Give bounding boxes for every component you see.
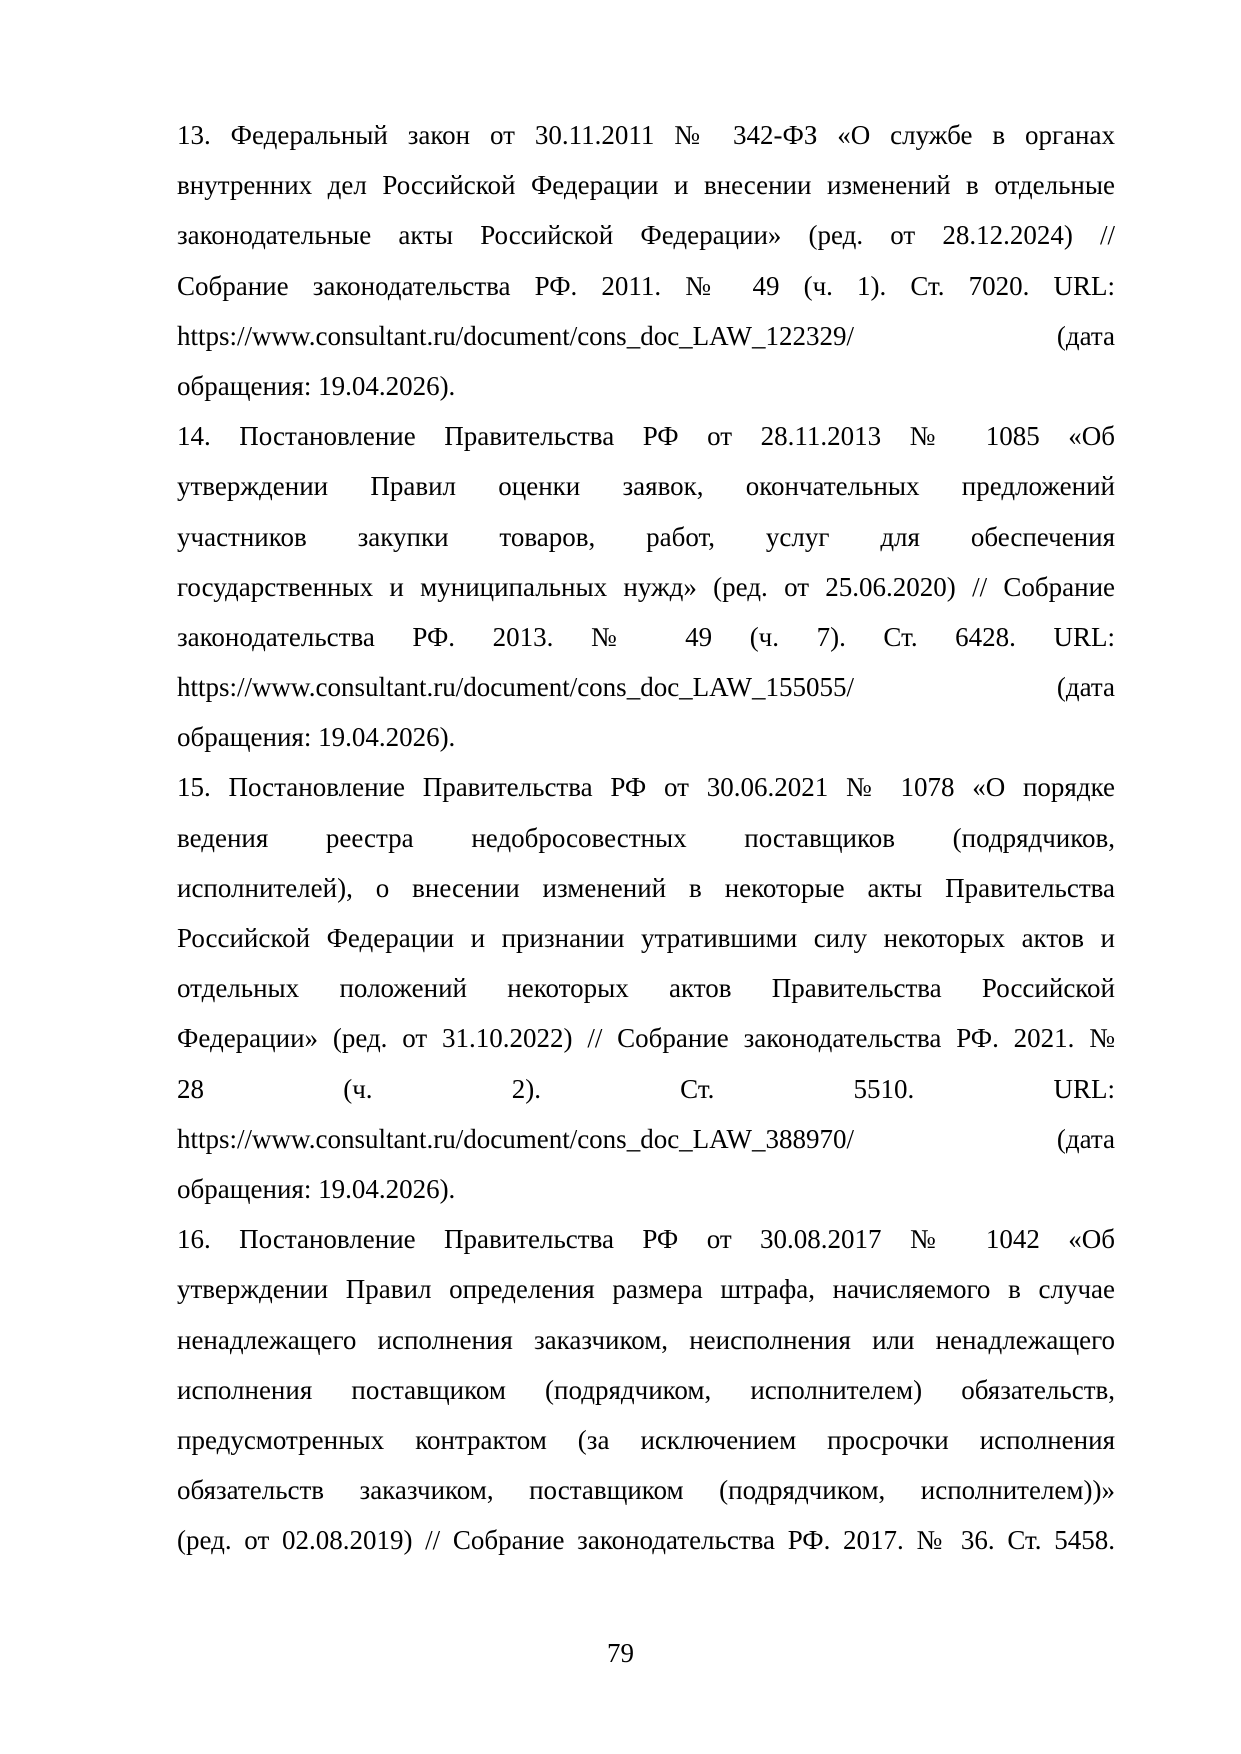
reference-line: обязательств заказчиком, поставщиком (подрядчиком, исполнителем))» [177, 1475, 1115, 1506]
reference-line: Российской Федерации и признании утратившими силу некоторых актов и [177, 923, 1115, 953]
reference-line: исполнителей), о внесении изменений в некоторые акты Правительства [177, 872, 1115, 903]
reference-line: отдельных положений некоторых актов Правительства Российской [177, 973, 1115, 1004]
reference-url-line: https://www.consultant.ru/document/cons_doc_LAW_155055/ (дата [177, 672, 1115, 703]
reference-line: 14. Постановление Правительства РФ от 28.11.2013 № 1085 «Об [177, 421, 1115, 452]
reference-line: участников закупки товаров, работ, услуг для обеспечения [177, 521, 1115, 552]
reference-item-14 [177, 411, 1115, 762]
reference-line: внутренних дел Российской Федерации и внесении изменений в отдельные [177, 170, 1115, 201]
reference-line: Собрание законодательства РФ. 2011. № 49 (ч. 1). Ст. 7020. URL: [177, 270, 1115, 301]
reference-line: утверждении Правил оценки заявок, окончательных предложений [177, 471, 1115, 502]
reference-line: 16. Постановление Правительства РФ от 30.08.2017 № 1042 «Об [177, 1224, 1115, 1255]
page-number: 79 [607, 1638, 634, 1668]
reference-item-13 [177, 110, 1115, 411]
reference-item-15 [177, 762, 1115, 1214]
reference-line: 15. Постановление Правительства РФ от 30.06.2021 № 1078 «О порядке [177, 772, 1115, 803]
reference-line: исполнения поставщиком (подрядчиком, исполнителем) обязательств, [177, 1374, 1115, 1405]
reference-line: 13. Федеральный закон от 30.11.2011 № 342-ФЗ «О службе в органах [177, 120, 1115, 150]
reference-url-line: https://www.consultant.ru/document/cons_doc_LAW_388970/ (дата [177, 1123, 1115, 1154]
reference-line: государственных и муниципальных нужд» (ред. от 25.06.2020) // Собрание [177, 571, 1115, 602]
reference-line: обращения: 19.04.2026). [177, 370, 456, 401]
reference-line: обращения: 19.04.2026). [177, 1173, 456, 1204]
reference-line: ненадлежащего исполнения заказчиком, неисполнения или ненадлежащего [177, 1324, 1115, 1355]
reference-url-line: https://www.consultant.ru/document/cons_doc_LAW_122329/ (дата [177, 320, 1115, 351]
reference-line: предусмотренных контрактом (за исключением просрочки исполнения [177, 1424, 1115, 1455]
reference-line: ведения реестра недобросовестных поставщиков (подрядчиков, [177, 822, 1115, 853]
reference-line: законодательства РФ. 2013. № 49 (ч. 7). Ст. 6428. URL: [177, 621, 1115, 652]
reference-line: 28 (ч. 2). Ст. 5510. URL: [177, 1073, 1115, 1104]
reference-line: законодательные акты Российской Федерации» (ред. от 28.12.2024) // [177, 220, 1115, 251]
reference-item-16 [177, 1214, 1115, 1565]
reference-line: обращения: 19.04.2026). [177, 722, 456, 753]
reference-list [177, 110, 1115, 1565]
reference-line: (ред. от 02.08.2019) // Собрание законодательства РФ. 2017. № 36. Ст. 5458. [177, 1525, 1115, 1556]
reference-line: Федерации» (ред. от 31.10.2022) // Собрание законодательства РФ. 2021. № [177, 1023, 1115, 1054]
reference-line: утверждении Правил определения размера штрафа, начисляемого в случае [177, 1274, 1115, 1305]
